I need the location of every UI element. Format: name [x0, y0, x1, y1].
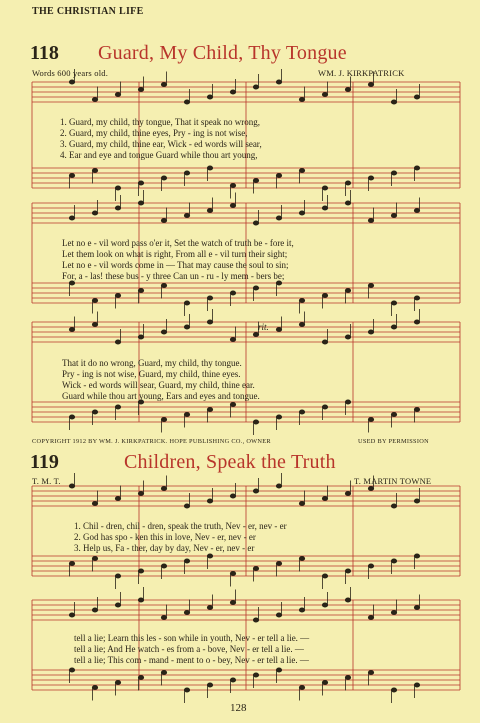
note-head: [322, 405, 327, 409]
note-head: [345, 676, 350, 680]
hymn-119-s1-verse-3: 3. Help us, Fa - ther, day by day, Nev - er, nev - er: [74, 543, 255, 553]
note-head: [299, 169, 304, 173]
note-head: [345, 569, 350, 573]
note-head: [391, 688, 396, 692]
note-head: [414, 95, 419, 99]
note-head: [161, 671, 166, 675]
hymn-118-s2-verse-3: Let no e - vil words come in — That may cause the soul to sin;: [62, 260, 289, 270]
note-head: [207, 95, 212, 99]
note-head: [138, 181, 143, 185]
note-head: [115, 294, 120, 298]
note-head: [299, 686, 304, 690]
hymn-119-s2-verse-3: tell a lie; This com - mand - ment to o - bey, Nev - er tell a lie. —: [74, 655, 309, 665]
note-head: [230, 494, 235, 498]
note-head: [391, 559, 396, 563]
note-head: [345, 289, 350, 293]
note-head: [322, 681, 327, 685]
note-head: [368, 284, 373, 288]
tempo-marking: rit.: [258, 322, 269, 332]
note-head: [391, 214, 396, 218]
note-head: [207, 296, 212, 300]
note-head: [92, 169, 97, 173]
note-head: [368, 176, 373, 180]
hymn-119-s2-verse-1: tell a lie; Learn this les - son while in youth, Nev - er tell a lie. —: [74, 633, 310, 643]
note-head: [184, 413, 189, 417]
hymn-119-s1-verse-1: 1. Chil - dren, chil - dren, speak the truth, Nev - er, nev - er: [74, 521, 287, 531]
note-head: [299, 299, 304, 303]
note-head: [207, 554, 212, 558]
note-head: [207, 606, 212, 610]
note-head: [391, 301, 396, 305]
note-head: [322, 340, 327, 344]
section-title: THE CHRISTIAN LIFE: [32, 6, 144, 17]
note-head: [138, 676, 143, 680]
note-head: [138, 201, 143, 205]
note-head: [207, 683, 212, 687]
note-head: [414, 408, 419, 412]
note-head: [299, 502, 304, 506]
hymn-118-s3-verse-3: Wick - ed words will sear, Guard, my child, thine ear.: [62, 380, 255, 390]
note-head: [322, 186, 327, 190]
note-head: [69, 562, 74, 566]
note-head: [207, 209, 212, 213]
note-head: [184, 100, 189, 104]
note-head: [276, 328, 281, 332]
note-head: [230, 572, 235, 576]
hymn-118-s2-verse-1: Let no e - vil word pass o'er it, Set the watch of truth be - fore it,: [62, 238, 294, 248]
note-head: [253, 85, 258, 89]
note-head: [230, 291, 235, 295]
note-head: [115, 574, 120, 578]
note-head: [299, 557, 304, 561]
note-head: [161, 616, 166, 620]
note-head: [69, 668, 74, 672]
note-head: [69, 174, 74, 178]
hymn-118-copyright: COPYRIGHT 1912 BY WM. J. KIRKPATRICK. HOPE PUBLISHING CO., OWNER: [32, 438, 271, 445]
note-head: [299, 98, 304, 102]
note-head: [184, 325, 189, 329]
note-head: [391, 100, 396, 104]
note-head: [391, 504, 396, 508]
note-head: [368, 330, 373, 334]
note-head: [230, 338, 235, 342]
note-head: [299, 323, 304, 327]
note-head: [414, 499, 419, 503]
note-head: [414, 320, 419, 324]
note-head: [69, 328, 74, 332]
note-head: [299, 608, 304, 612]
note-head: [345, 201, 350, 205]
note-head: [69, 216, 74, 220]
note-head: [276, 415, 281, 419]
note-head: [253, 221, 258, 225]
note-head: [368, 671, 373, 675]
note-head: [345, 400, 350, 404]
note-head: [115, 186, 120, 190]
hymn-118-music-credit: WM. J. KIRKPATRICK: [318, 68, 405, 78]
note-head: [92, 686, 97, 690]
note-head: [69, 613, 74, 617]
note-head: [322, 603, 327, 607]
note-head: [276, 174, 281, 178]
note-head: [115, 93, 120, 97]
note-head: [230, 403, 235, 407]
hymn-118-s3-verse-2: Pry - ing is not wise, Guard, my child, thine eyes.: [62, 369, 241, 379]
note-head: [184, 301, 189, 305]
note-head: [115, 405, 120, 409]
note-head: [161, 564, 166, 568]
note-head: [345, 88, 350, 92]
note-head: [322, 294, 327, 298]
hymn-118-title: Guard, My Child, Thy Tongue: [98, 42, 347, 64]
note-head: [253, 333, 258, 337]
hymn-119-s2-verse-2: tell a lie; And He watch - es from a - bove, Nev - er tell a lie. —: [74, 644, 304, 654]
hymn-118-s3-verse-4: Guard while thou art young, Ears and eyes and tongue.: [62, 391, 260, 401]
note-head: [184, 611, 189, 615]
note-head: [230, 601, 235, 605]
hymn-118-s3-verse-1: That it do no wrong, Guard, my child, thy tongue.: [62, 358, 242, 368]
note-head: [253, 489, 258, 493]
note-head: [391, 413, 396, 417]
note-head: [161, 418, 166, 422]
note-head: [69, 80, 74, 84]
note-head: [92, 299, 97, 303]
note-head: [138, 289, 143, 293]
note-head: [345, 492, 350, 496]
note-head: [322, 93, 327, 97]
note-head: [253, 420, 258, 424]
note-head: [414, 209, 419, 213]
note-head: [115, 497, 120, 501]
note-head: [115, 206, 120, 210]
note-head: [368, 219, 373, 223]
note-head: [253, 673, 258, 677]
note-head: [368, 564, 373, 568]
note-head: [299, 410, 304, 414]
note-head: [184, 171, 189, 175]
note-head: [253, 618, 258, 622]
note-head: [345, 598, 350, 602]
note-head: [414, 166, 419, 170]
note-head: [207, 499, 212, 503]
hymn-118-number: 118: [30, 42, 59, 64]
note-head: [391, 611, 396, 615]
note-head: [322, 574, 327, 578]
note-head: [161, 330, 166, 334]
note-head: [253, 179, 258, 183]
hymn-118-s2-verse-2: Let them look on what is right, From all e - vil turn their sight;: [62, 249, 288, 259]
hymn-119-words-credit: T. M. T.: [32, 476, 61, 486]
note-head: [391, 171, 396, 175]
note-head: [69, 484, 74, 488]
note-head: [184, 688, 189, 692]
note-head: [322, 497, 327, 501]
note-head: [92, 502, 97, 506]
note-head: [368, 616, 373, 620]
hymn-118-s1-verse-3: 3. Guard, my child, thine ear, Wick - ed words will sear,: [60, 139, 262, 149]
note-head: [92, 323, 97, 327]
note-head: [414, 296, 419, 300]
note-head: [161, 83, 166, 87]
note-head: [207, 408, 212, 412]
note-head: [230, 678, 235, 682]
note-head: [276, 80, 281, 84]
note-head: [414, 683, 419, 687]
hymn-119-s1-verse-2: 2. God has spo - ken this in love, Nev - er, nev - er: [74, 532, 256, 542]
note-head: [414, 606, 419, 610]
hymn-119-number: 119: [30, 451, 59, 473]
note-head: [253, 567, 258, 571]
note-head: [115, 340, 120, 344]
note-head: [230, 184, 235, 188]
note-head: [276, 562, 281, 566]
note-head: [138, 88, 143, 92]
note-head: [276, 668, 281, 672]
note-head: [92, 557, 97, 561]
hymn-119-title: Children, Speak the Truth: [124, 451, 336, 473]
note-head: [161, 487, 166, 491]
note-head: [368, 83, 373, 87]
note-head: [69, 415, 74, 419]
note-head: [92, 410, 97, 414]
note-head: [276, 216, 281, 220]
hymn-118-s1-verse-2: 2. Guard, my child, thine eyes, Pry - ing is not wise,: [60, 128, 248, 138]
note-head: [253, 286, 258, 290]
page-number: 128: [230, 702, 247, 714]
hymn-118-s1-verse-4: 4. Ear and eye and tongue Guard while thou art young,: [60, 150, 258, 160]
note-head: [184, 504, 189, 508]
note-head: [368, 418, 373, 422]
note-head: [69, 281, 74, 285]
note-head: [322, 206, 327, 210]
note-head: [138, 569, 143, 573]
hymn-118-words-credit: Words 600 years old.: [32, 68, 109, 78]
note-head: [161, 219, 166, 223]
note-head: [184, 559, 189, 563]
note-head: [138, 335, 143, 339]
note-head: [138, 492, 143, 496]
note-head: [276, 281, 281, 285]
note-head: [161, 284, 166, 288]
note-head: [92, 211, 97, 215]
note-head: [391, 325, 396, 329]
note-head: [230, 204, 235, 208]
note-head: [368, 487, 373, 491]
note-head: [207, 166, 212, 170]
note-head: [161, 176, 166, 180]
hymn-118-permission: USED BY PERMISSION: [358, 438, 429, 445]
note-head: [299, 211, 304, 215]
note-head: [230, 90, 235, 94]
note-head: [184, 214, 189, 218]
hymn-119-music-credit: T. MARTIN TOWNE: [354, 476, 432, 486]
note-head: [414, 554, 419, 558]
note-head: [92, 98, 97, 102]
note-head: [276, 484, 281, 488]
note-head: [207, 320, 212, 324]
hymn-118-s2-verse-4: For, a - las! these bus - y three Can un - ru - ly mem - bers be;: [62, 271, 285, 281]
hymn-118-s1-verse-1: 1. Guard, my child, thy tongue, That it speak no wrong,: [60, 117, 261, 127]
note-head: [276, 613, 281, 617]
note-head: [138, 598, 143, 602]
note-head: [115, 681, 120, 685]
note-head: [92, 608, 97, 612]
note-head: [345, 335, 350, 339]
note-head: [115, 603, 120, 607]
note-head: [345, 181, 350, 185]
